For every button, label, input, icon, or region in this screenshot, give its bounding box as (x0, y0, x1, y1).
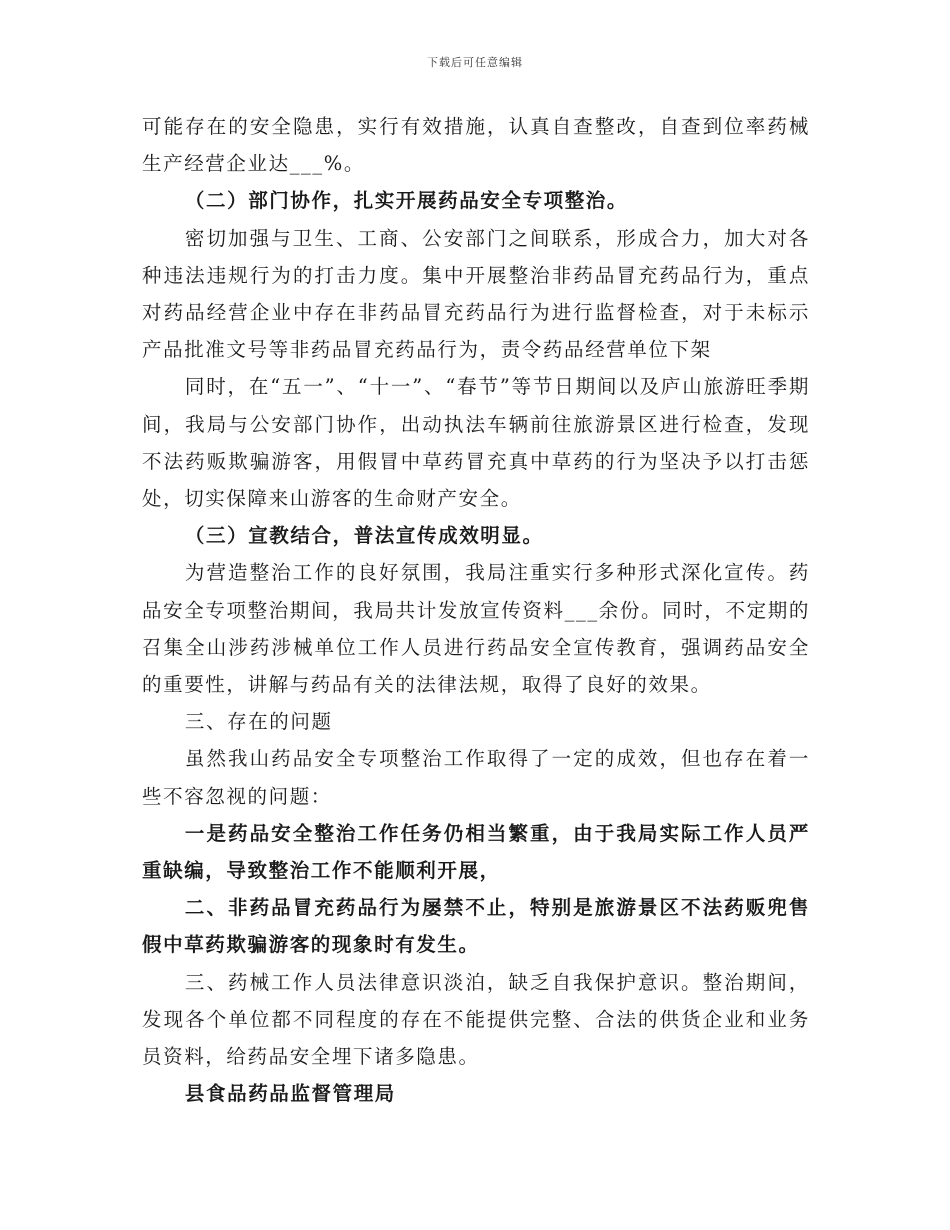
signature-org: 县食品药品监督管理局 (184, 1082, 396, 1106)
section-heading-problems: 三、存在的问题 (184, 710, 333, 734)
problem-1: 一是药品安全整治工作任务仍相当繁重，由于我局实际工作人员严重缺编，导致整治工作不能顺利开展， (142, 821, 810, 883)
paragraph-4: 同时，在“五一”、“十一”、“春节”等节日期间以及庐山旅游旺季期间，我局与公安部门协作，出动执法车辆前往旅游景区进行检查，发现不法药贩欺骗游客，用假冒中草药冒充真中草药的行为坚决予以打击惩处，切实保障来山游客的生命财产安全。 (142, 375, 810, 511)
section-heading-3: （三）宣教结合，普法宣传成效明显。 (184, 524, 544, 548)
page-header: 下载后可任意编辑 (427, 56, 523, 69)
document-body (142, 108, 810, 1112)
paragraph-8: 虽然我山药品安全专项整治工作取得了一定的成效，但也存在着一些不容忽视的问题： (142, 747, 810, 808)
paragraph-6: 为营造整治工作的良好氛围，我局注重实行多种形式深化宣传。药品安全专项整治期间，我局共计发放宣传资料___余份。同时，不定期的召集全山涉药涉械单位工作人员进行药品安全宣传教育，强调药品安全的重要性，讲解与药品有关的法律法规，取得了良好的效果。 (142, 561, 810, 697)
problem-3: 三、药械工作人员法律意识淡泊，缺乏自我保护意识。整治期间，发现各个单位都不同程度的存在不能提供完整、合法的供货企业和业务员资料，给药品安全埋下诸多隐患。 (142, 970, 810, 1069)
paragraph-3: 密切加强与卫生、工商、公安部门之间联系，形成合力，加大对各种违法违规行为的打击力度。集中开展整治非药品冒充药品行为，重点对药品经营企业中存在非药品冒充药品行为进行监督检查，对于未标示产品批准文号等非药品冒充药品行为，责令药品经营单位下架 (142, 226, 810, 362)
section-heading-2: （二）部门协作，扎实开展药品安全专项整治。 (184, 189, 628, 213)
problem-2: 二、非药品冒充药品行为屡禁不止，特别是旅游景区不法药贩兜售假中草药欺骗游客的现象时有发生。 (142, 896, 810, 957)
paragraph-1: 可能存在的安全隐患，实行有效措施，认真自查整改，自查到位率药械生产经营企业达___%。 (142, 115, 810, 176)
